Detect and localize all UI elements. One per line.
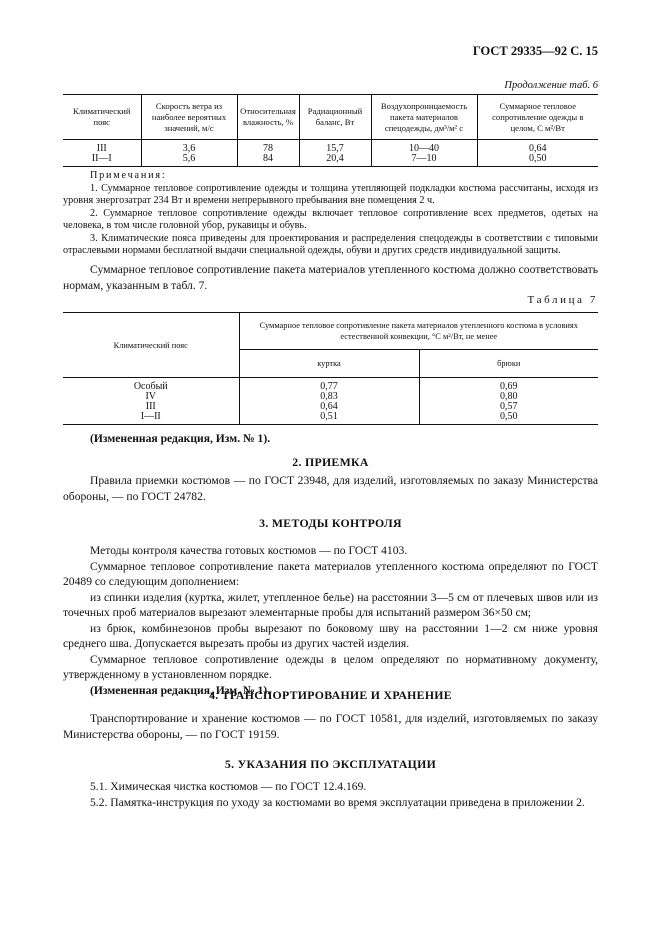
table-header-row [63,95,598,140]
section-heading: 2. ПРИЕМКА [292,455,369,469]
column-header: Относительная влажность, % [237,95,299,140]
column-header: Климатический пояс [63,313,239,378]
paragraph: из спинки изделия (куртка, жилет, утепленное белье) на расстоянии 3—5 см от плечевых швов или из точечных проб материалов вырезают элементарные пробы для испытаний размером 36×50 см; [63,590,598,619]
table-row [63,412,598,425]
table-cell: 0,77 [239,378,419,393]
table-6 [63,94,598,167]
table-cell: 0,64 [239,402,419,412]
table-7-caption: Таблица 7 [527,294,598,306]
table-continuation-label: Продолжение таб. 6 [504,80,598,91]
table-cell: 20,4 [299,154,371,167]
paragraph: Суммарное тепловое сопротивление пакета материалов утепленного костюма должно соответствовать нормам, указанным в табл. 7. [63,263,598,292]
table-cell: 0,80 [419,392,598,402]
notes-title: Примечания: [90,170,167,181]
column-header: Радиационный баланс, Вт [299,95,371,140]
table-7 [63,312,598,425]
notes-block [63,170,598,258]
table-cell: 0,51 [239,412,419,425]
amendment-note: (Измененная редакция, Изм. № 1). [90,432,271,445]
note-item: 1. Суммарное тепловое сопротивление одежды и толщина утепляющей подкладки костюма рассчитаны, исходя из уровня энергозатрат 234 Вт и времени непрерывного пребывания вне помещения 2 ч. [63,182,598,206]
column-header: Скорость ветра из наиболее вероятных значений, м/с [141,95,237,140]
table-cell: IV [145,391,157,402]
table-cell: II—I [63,154,141,167]
column-header: Воздухопроницаемость пакета материалов спецодежды, дм³/м² с [371,95,477,140]
paragraph: Правила приемки костюмов — по ГОСТ 23948, для изделий, изготовляемых по заказу Министерства обороны, — по ГОСТ 24782. [63,474,598,503]
section-heading: 4. ТРАНСПОРТИРОВАНИЕ И ХРАНЕНИЕ [209,688,452,702]
paragraph: Методы контроля качества готовых костюмов — по ГОСТ 4103. [90,544,408,557]
amendment-note: (Измененная редакция, Изм. № 1). [90,683,271,697]
section-body [63,543,598,698]
paragraph: Суммарное тепловое сопротивление одежды в целом определяют по нормативному документу, утвержденному в установленном порядке. [63,652,598,681]
page-header: ГОСТ 29335—92 С. 15 [472,44,598,58]
column-header: Суммарное тепловое сопротивление одежды в целом, С м²/Вт [477,95,598,140]
paragraph: Транспортирование и хранение костюмов — по ГОСТ 10581, для изделий, изготовляемых по заказу Министерства обороны, — по ГОСТ 19159. [63,712,598,741]
table-cell: 0,50 [419,412,598,425]
section-heading: 3. МЕТОДЫ КОНТРОЛЯ [259,516,402,530]
column-group-header: Суммарное тепловое сопротивление пакета материалов утепленного костюма в условиях естественной конвекции, °С м²/Вт, не менее [239,313,598,350]
paragraph: 5.2. Памятка-инструкция по уходу за костюмами во время эксплуатации приведена в приложении 2. [90,795,585,809]
table-cell: I—II [63,412,239,425]
section-heading: 5. УКАЗАНИЯ ПО ЭКСПЛУАТАЦИИ [224,757,437,771]
table-cell: 10—40 [371,140,477,155]
table-cell: 0,64 [477,140,598,155]
note-item: 2. Суммарное тепловое сопротивление одежды включает тепловое сопротивление всех предметов, одетых на человека, в том числе головной убор, рукавицы и обувь. [63,207,598,231]
section-body [63,779,598,810]
paragraph: из брюк, комбинезонов пробы вырезают по боковому шву на расстоянии 1—2 см ниже уровня среднего шва. Допускается вырезать пробы из других частей изделия. [63,621,598,650]
table-cell: 0,83 [239,392,419,402]
table-cell: 84 [237,154,299,167]
table-cell: III [96,143,107,154]
table-row [63,378,598,393]
table-row [63,140,598,155]
column-header: брюки [419,349,598,377]
paragraph: 5.1. Химическая чистка костюмов — по ГОСТ 12.4.169. [90,780,367,793]
column-header: Климатический пояс [63,95,141,140]
table-cell: 0,50 [477,154,598,167]
table-cell: 3,6 [141,140,237,155]
table-cell: 15,7 [299,140,371,155]
table-cell: 5,6 [141,154,237,167]
table-cell: 0,57 [419,402,598,412]
table-cell: 0,69 [419,378,598,393]
column-header: куртка [239,349,419,377]
table-row [63,154,598,167]
paragraph: Суммарное тепловое сопротивление пакета материалов утепленного костюма определяют по ГОСТ 20489 со следующим дополнением: [63,559,598,588]
table-cell: 78 [237,140,299,155]
table-cell: Особый [133,381,168,392]
note-item: 3. Климатические пояса приведены для проектирования и распределения спецодежды в соответствии с типовыми отраслевыми нормами бесплатной выдачи специальной одежды, обуви и других средств индивидуальной защиты. [63,232,598,256]
table-cell: 7—10 [371,154,477,167]
table-cell: III [145,401,156,412]
